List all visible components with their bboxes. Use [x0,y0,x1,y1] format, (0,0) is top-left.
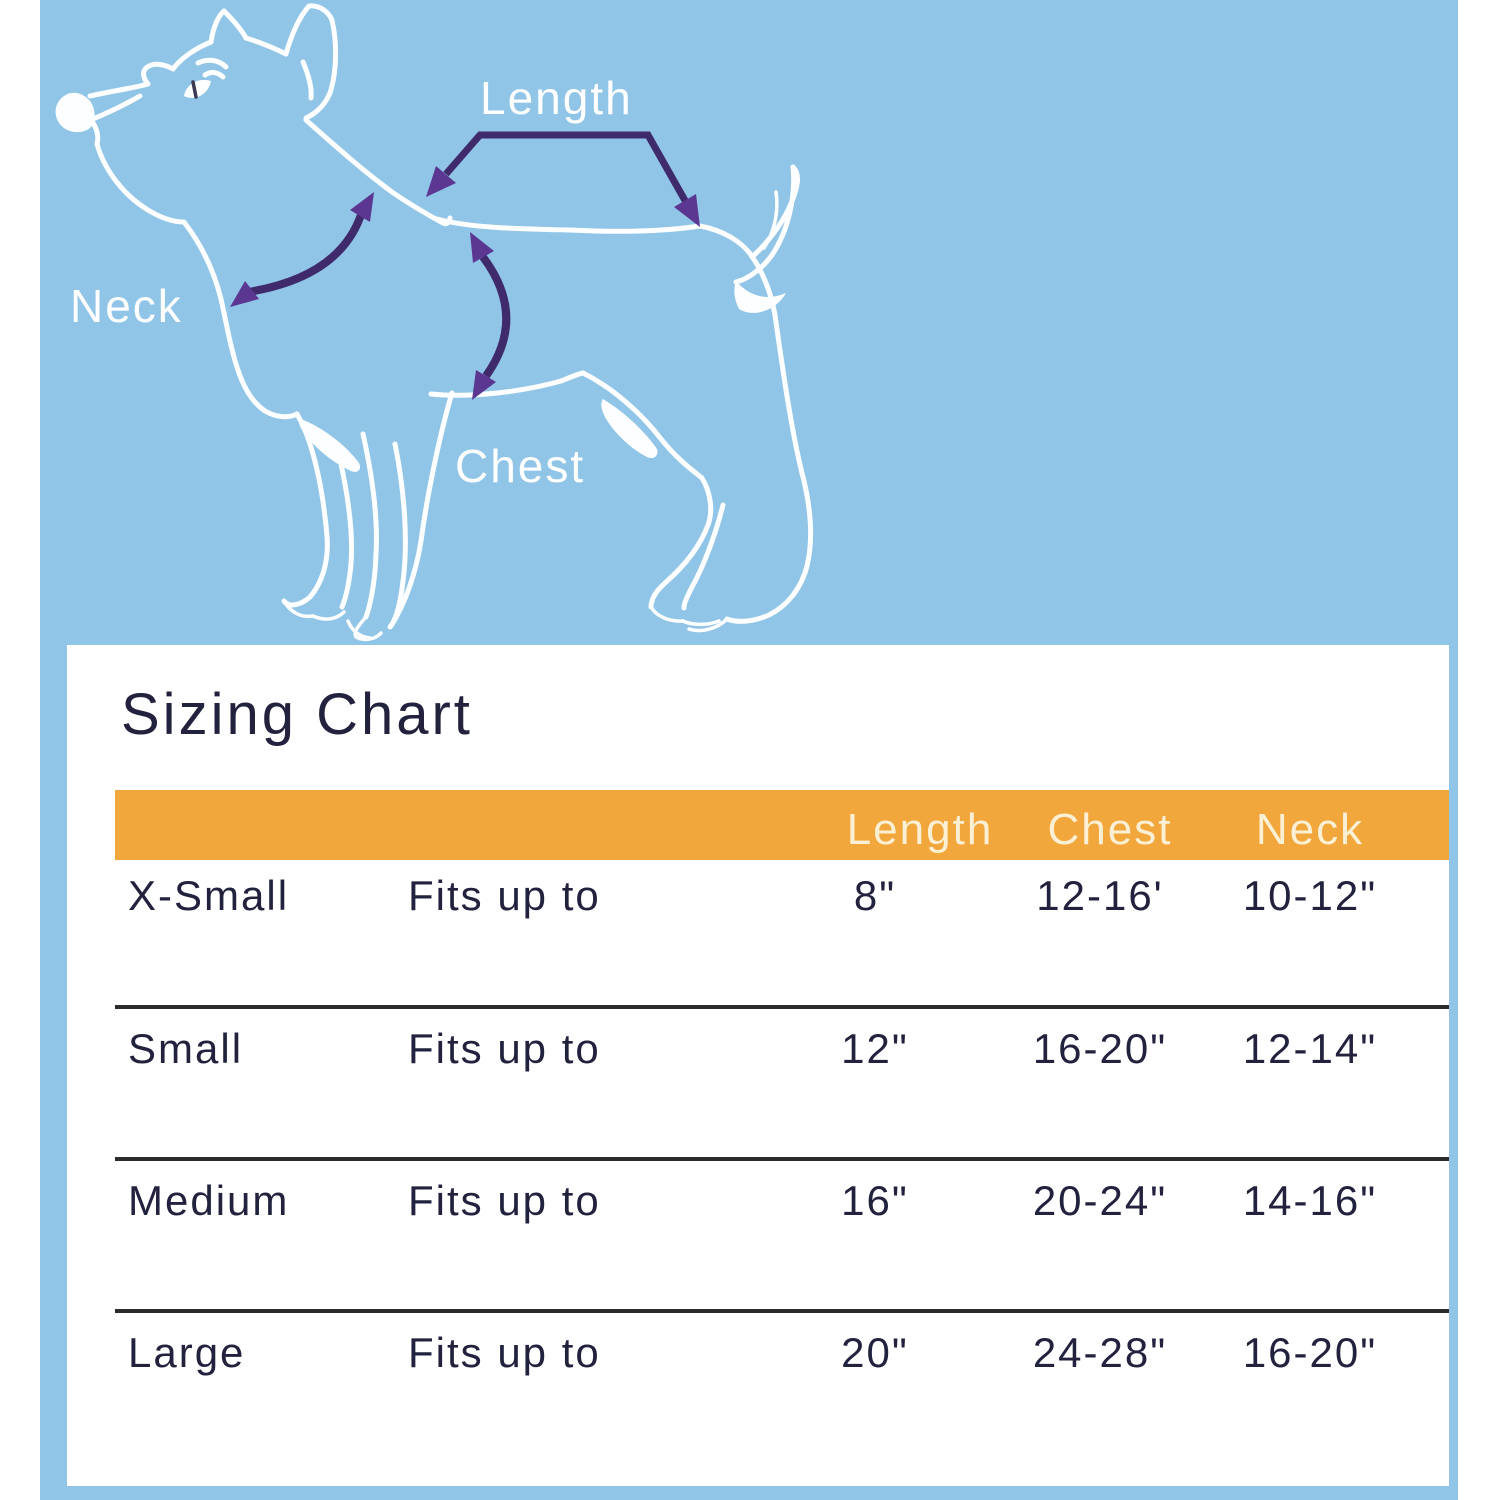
length-label: Length [480,72,633,124]
dog-eye [184,80,211,98]
column-header-chest: Chest [1047,805,1173,854]
fits-up-to-label: Fits up to [408,1177,601,1224]
neck-label: Neck [70,280,183,332]
chest-value: 20-24" [1032,1177,1168,1224]
fits-up-to-label: Fits up to [408,1329,601,1376]
length-value: 8" [853,872,897,919]
dog-front-ear [211,11,246,42]
neck-measure-arrow [230,192,374,307]
column-header-neck: Neck [1255,805,1365,854]
chest-label: Chest [455,440,586,492]
size-label: X-Small [128,872,290,919]
neck-value: 10-12" [1242,872,1378,919]
sizing-chart-panel [67,645,1449,1486]
fits-up-to-label: Fits up to [408,872,601,919]
chest-value: 16-20" [1032,1025,1168,1072]
neck-value: 14-16" [1242,1177,1378,1224]
length-value: 20" [841,1329,909,1376]
table-row [115,860,1449,1010]
dog-nose [56,93,95,132]
arrowhead-icon [230,281,259,307]
page-title: Sizing Chart [121,682,473,747]
length-value: 16" [841,1177,909,1224]
chest-value: 12-16' [1036,872,1164,919]
chest-measure-arrow [470,232,506,400]
column-header-length: Length [846,805,994,854]
neck-value: 16-20" [1242,1329,1378,1376]
size-label: Large [128,1329,246,1376]
size-label: Small [128,1025,244,1072]
table-row [115,1309,1449,1463]
length-measure-arrow [426,135,700,227]
chest-value: 24-28" [1032,1329,1168,1376]
length-value: 12" [841,1025,909,1072]
fits-up-to-label: Fits up to [408,1025,601,1072]
table-header-bar [115,790,1449,860]
table-row [115,1005,1449,1159]
size-label: Medium [128,1177,290,1224]
dog-back-ear [286,6,336,118]
dog-measurement-diagram [0,0,1500,660]
neck-value: 12-14" [1242,1025,1378,1072]
table-row [115,1157,1449,1311]
